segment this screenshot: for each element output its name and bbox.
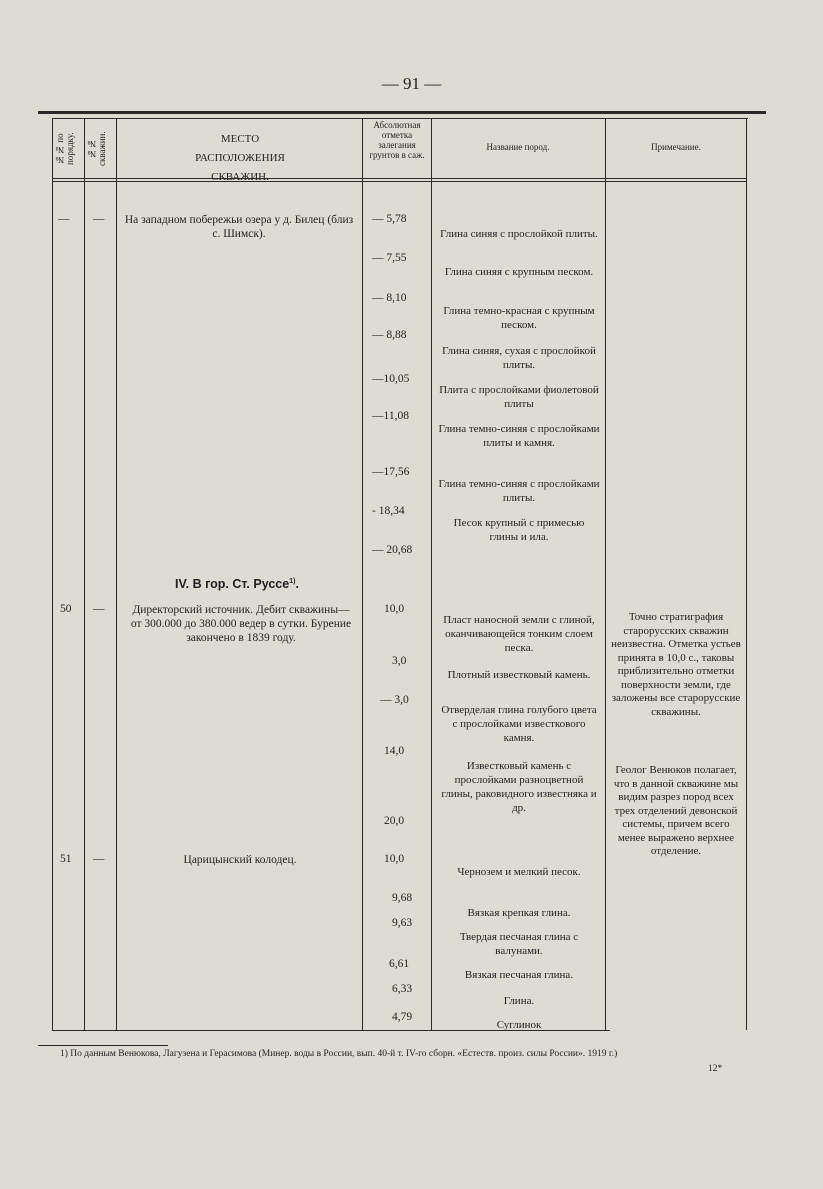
- row3-rock-0: Чернозем и мелкий песок.: [457, 866, 581, 878]
- row2-location: Директорский источник. Дебит скважины—от 300.000 до 380.000 ведер в сутки. Бурение закончено в 1839 году.: [130, 604, 352, 644]
- row3-elev-4: 6,33: [392, 983, 413, 995]
- col-line-5: [605, 118, 606, 1030]
- col-line-4: [431, 118, 432, 1030]
- header-well-no: №№ скважин.: [87, 131, 107, 167]
- row1-rock-2: Глина темно-красная с крупным песком.: [443, 305, 595, 331]
- row1-elev-3: — 8,88: [372, 329, 407, 341]
- col-line-3: [362, 118, 363, 1030]
- row2-rock-0: Пласт наносной земли с глиной, оканчивающейся тонким слоем песка.: [443, 614, 595, 654]
- row1-elev-0: — 5,78: [372, 213, 407, 225]
- row3-rock-5: Суглинок: [496, 1019, 542, 1031]
- signature-mark: 12*: [708, 1064, 723, 1074]
- row1-elev-8: — 20,68: [372, 544, 413, 556]
- row1-elev-4: —10,05: [372, 373, 410, 385]
- row1-order-no: —: [58, 213, 70, 225]
- header-rocks: Название пород.: [486, 142, 550, 152]
- table-top-rule-thin: [52, 118, 748, 119]
- row1-elev-2: — 8,10: [372, 292, 407, 304]
- header-notes: Примечание.: [651, 142, 701, 152]
- col-line-0: [52, 118, 53, 1030]
- section-title-text: IV. В гор. Ст. Руссе: [175, 577, 290, 591]
- section-footnote-mark: 1): [289, 577, 296, 585]
- row2-rock-3: Известковый камень с прослойками разноцветной глины, раковидного известняка и др.: [441, 760, 597, 814]
- row3-elev-1: 9,68: [392, 892, 413, 904]
- row1-rock-4: Плита с прослойками фиолетовой плиты: [439, 384, 599, 410]
- row1-location: На западном побережьи озера у д. Билец (близ с. Шимск).: [124, 214, 354, 240]
- row1-rock-5: Глина темно-синяя с прослойками плиты и камня.: [438, 423, 600, 449]
- row2-rock-2: Отверделая глина голубого цвета с прослойками известкового камня.: [441, 704, 597, 744]
- row3-rock-3: Вязкая песчаная глина.: [464, 969, 574, 981]
- header-bottom-rule-2: [52, 181, 746, 182]
- page-number: — 91 —: [381, 74, 442, 93]
- row1-elev-6: —17,56: [372, 466, 410, 478]
- row1-well-no: —: [93, 213, 105, 225]
- row2-note-1: Точно стратиграфия старорусских скважин неизвестна. Отметка устьев принята в 10,0 с., таковы приблизительно отметки поверхности земли, где заложены все старорусские скважины.: [611, 611, 741, 718]
- header-bottom-rule: [52, 178, 746, 179]
- row2-well-no: —: [93, 603, 105, 615]
- row3-rock-4: Глина.: [503, 995, 535, 1007]
- row2-order-no: 50: [60, 603, 72, 615]
- header-order-no: №№ по порядку.: [55, 132, 75, 166]
- row1-elev-5: —11,08: [372, 410, 409, 422]
- row1-rock-1: Глина синяя с крупным песком.: [444, 266, 594, 278]
- row2-elev-0: 10,0: [384, 603, 405, 615]
- col-line-6: [746, 118, 747, 1030]
- row1-rock-7: Песок крупный с примесью глины и ила.: [453, 517, 585, 543]
- row1-elev-1: — 7,55: [372, 252, 407, 264]
- header-location: МЕСТО РАСПОЛОЖЕНИЯ СКВАЖИН.: [195, 133, 285, 183]
- row2-elev-1: 3,0: [392, 655, 407, 667]
- section-title: IV. В гор. Ст. Руссе$^{1)}$.: [175, 577, 299, 591]
- row3-elev-0: 10,0: [384, 853, 405, 865]
- row2-elev-2: — 3,0: [380, 694, 409, 706]
- row1-rock-3: Глина синяя, сухая с прослойкой плиты.: [442, 345, 596, 371]
- row3-rock-1: Вязкая крепкая глина.: [467, 907, 571, 919]
- row2-elev-4: 20,0: [384, 815, 405, 827]
- col-line-1: [84, 118, 85, 1030]
- row3-order-no: 51: [60, 853, 72, 865]
- footnote-rule: [38, 1045, 168, 1046]
- row1-rock-6: Глина темно-синяя с прослойками плиты.: [438, 478, 600, 504]
- row1-rock-0: Глина синяя с прослойкой плиты.: [440, 228, 598, 240]
- header-elevation: Абсолютная отметка залегания грунтов в саж.: [369, 120, 425, 160]
- row3-elev-3: 6,61: [389, 958, 410, 970]
- row3-rock-2: Твердая песчаная глина с валунами.: [459, 931, 579, 957]
- row1-elev-7: - 18,34: [372, 505, 405, 517]
- footnote: 1) По данным Венюкова, Лагузена и Герасимова (Минер. воды в России, вып. 40-й т. IV-го сборн. «Естеств. произ. силы России». 1919 г.): [60, 1049, 618, 1059]
- row2-elev-3: 14,0: [384, 745, 405, 757]
- row3-elev-5: 4,79: [392, 1011, 413, 1023]
- row2-note-2: Геолог Венюков полагает, что в данной скважине мы видим разрез пород всех трех отделений девонской системы, причем всего менее выражено верхнее отделение.: [613, 764, 739, 857]
- row3-elev-2: 9,63: [392, 917, 413, 929]
- row3-location: Царицынский колодец.: [183, 854, 297, 866]
- row3-well-no: —: [93, 853, 105, 865]
- row2-rock-1: Плотный известковый камень.: [447, 669, 591, 681]
- col-line-2: [116, 118, 117, 1030]
- table-top-rule: [38, 111, 766, 114]
